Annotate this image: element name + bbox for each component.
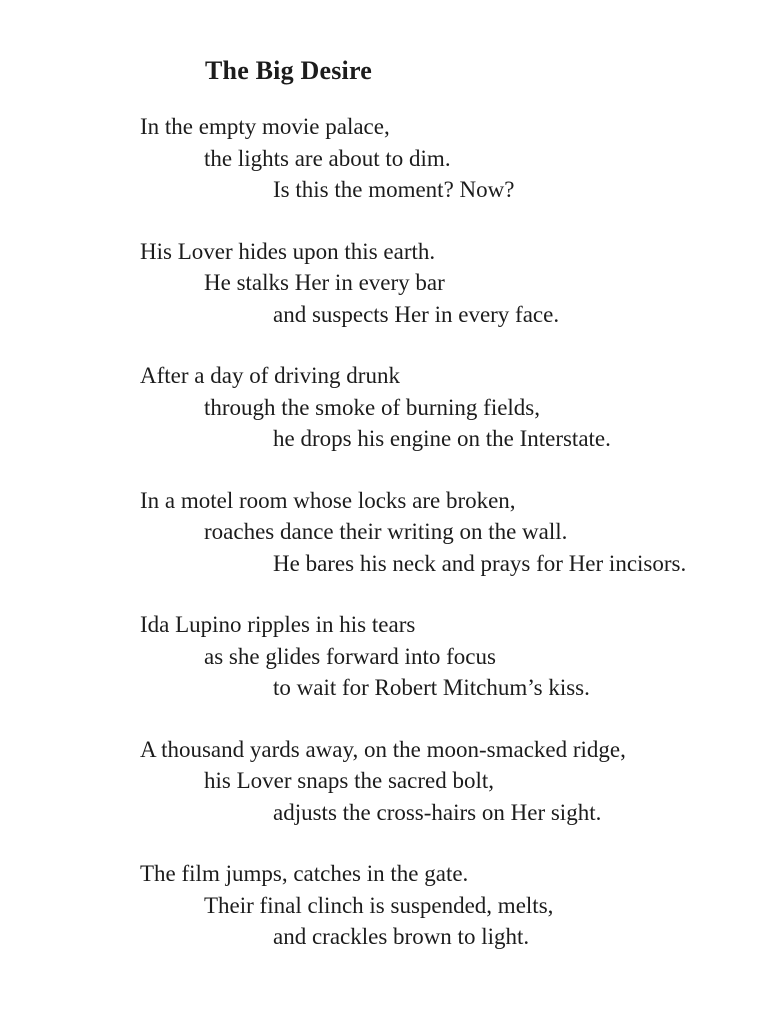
poem-line: In the empty movie palace, [140, 114, 390, 139]
poem-line: He bares his neck and prays for Her incisors. [273, 550, 687, 576]
poem-line: and suspects Her in every face. [273, 301, 560, 327]
poem-line: the lights are about to dim. [204, 145, 451, 171]
poem-line: He stalks Her in every bar [204, 270, 445, 295]
stanza [140, 858, 743, 953]
stanza [140, 485, 743, 580]
poem-line: through the smoke of burning fields, [204, 394, 541, 420]
poem-line: Is this the moment? Now? [273, 177, 515, 202]
poem-line: he drops his engine on the Interstate. [273, 426, 611, 451]
poem-line: Their final clinch is suspended, melts, [204, 892, 554, 918]
poem-line: A thousand yards away, on the moon-smacked ridge, [140, 736, 626, 762]
stanza [140, 734, 743, 829]
poem-line: and crackles brown to light. [273, 924, 530, 949]
stanza [140, 360, 743, 455]
poem-line: In a motel room whose locks are broken, [140, 487, 516, 513]
poem-line: as she glides forward into focus [204, 643, 496, 669]
poem-line: to wait for Robert Mitchum’s kiss. [273, 675, 590, 700]
poem-title: The Big Desire [205, 56, 372, 85]
stanza [140, 236, 743, 331]
stanza [140, 111, 743, 206]
poem-line: his Lover snaps the sacred bolt, [204, 768, 494, 793]
stanza [140, 609, 743, 704]
poem-line: roaches dance their writing on the wall. [204, 519, 568, 544]
poem-body [140, 111, 743, 953]
poem-line: His Lover hides upon this earth. [140, 238, 436, 264]
poem-line: The film jumps, catches in the gate. [140, 861, 469, 886]
poem-line: After a day of driving drunk [140, 363, 400, 388]
poem-line: adjusts the cross-hairs on Her sight. [273, 799, 602, 825]
poem-line: Ida Lupino ripples in his tears [140, 612, 416, 637]
